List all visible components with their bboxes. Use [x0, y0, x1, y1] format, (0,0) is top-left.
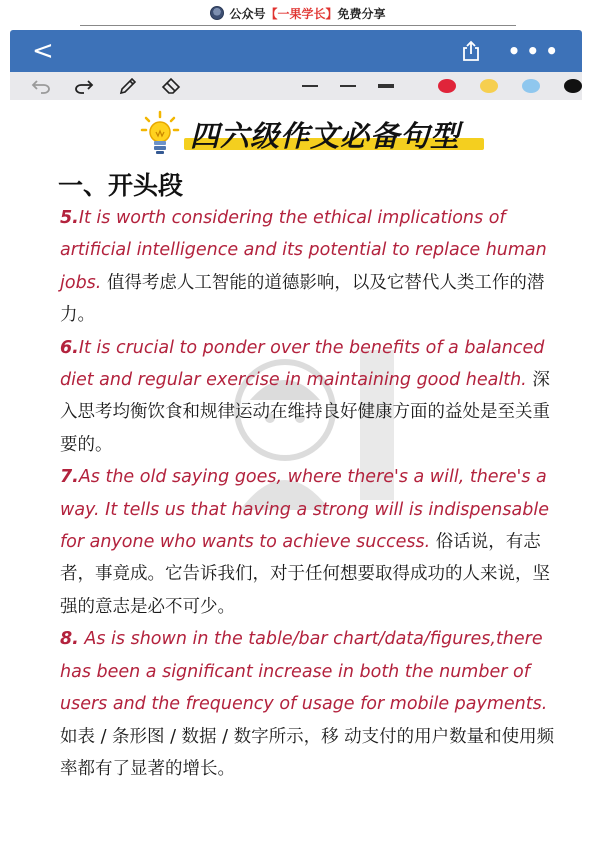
sentence-english: It is crucial to ponder over the benefits of a balanced diet and regular exercise in maintaining good health.	[60, 337, 545, 391]
sentence-item	[60, 332, 560, 462]
sentence-number: 8.	[60, 629, 79, 650]
sentence-number: 7.	[60, 467, 79, 488]
color-swatch-black[interactable]	[564, 79, 582, 93]
lightbulb-icon	[140, 110, 180, 162]
eraser-icon[interactable]	[159, 75, 185, 97]
sentence-english: It is worth considering the ethical implications of artificial intelligence and its potential to replace human jobs.	[60, 208, 547, 293]
sentence-chinese: 如表 / 条形图 / 数据 / 数字所示，移 动支付的用户数量和使用频率都有了显著的增长。	[60, 726, 555, 779]
pen-icon[interactable]	[115, 75, 141, 97]
section-heading: 一、开头段	[58, 171, 184, 200]
banner-prefix: 公众号	[229, 6, 266, 21]
sentence-number: 6.	[60, 337, 79, 358]
share-icon[interactable]	[460, 40, 482, 62]
redo-icon[interactable]	[72, 75, 98, 97]
sentence-chinese: 俗话说，有志者，事竟成。它告诉我们，对于任何想要取得成功的人来说，坚强的意志是必不可少。	[60, 532, 550, 617]
source-banner	[0, 0, 596, 26]
sentence-list	[60, 202, 560, 785]
sentence-english: As the old saying goes, where there's a will, there's a way. It tells us that having a strong will is indispensable for anyone who wants to achieve success.	[60, 467, 549, 553]
sentence-item	[60, 623, 560, 785]
stroke-medium-option[interactable]	[340, 85, 356, 88]
banner-divider	[80, 25, 516, 26]
color-swatch-blue[interactable]	[522, 79, 540, 93]
stroke-thick-option[interactable]	[378, 84, 394, 88]
annotation-toolbar	[10, 72, 582, 100]
sentence-number: 5.	[60, 208, 79, 228]
color-swatch-yellow[interactable]	[480, 79, 498, 93]
banner-brand: 【一果学长】	[265, 6, 338, 21]
color-swatch-red[interactable]	[438, 79, 456, 93]
color-swatches	[438, 79, 582, 93]
stroke-width-options	[302, 84, 394, 88]
stroke-thin-option[interactable]	[302, 85, 318, 87]
account-avatar-icon	[210, 6, 224, 20]
back-button[interactable]: <	[32, 36, 54, 66]
sentence-english: As is shown in the table/bar chart/data/figures,there has been a significant increase in both the number of users and the frequency of usage for mobile payments.	[60, 629, 548, 715]
top-nav-bar	[10, 30, 582, 72]
nav-actions	[460, 40, 564, 62]
undo-icon[interactable]	[28, 75, 54, 97]
page-title: 四六级作文必备句型	[190, 119, 461, 153]
more-options-button[interactable]: •••	[507, 39, 564, 63]
sentence-chinese: 值得考虑人工智能的道德影响，以及它替代人类工作的潜力。	[60, 272, 545, 326]
banner-suffix: 免费分享	[337, 6, 386, 21]
title-block	[140, 108, 520, 160]
sentence-chinese: 深入思考均衡饮食和规律运动在维持良好健康方面的益处是至关重要的。	[60, 370, 550, 455]
sentence-item	[60, 461, 560, 623]
sentence-item	[60, 202, 560, 332]
